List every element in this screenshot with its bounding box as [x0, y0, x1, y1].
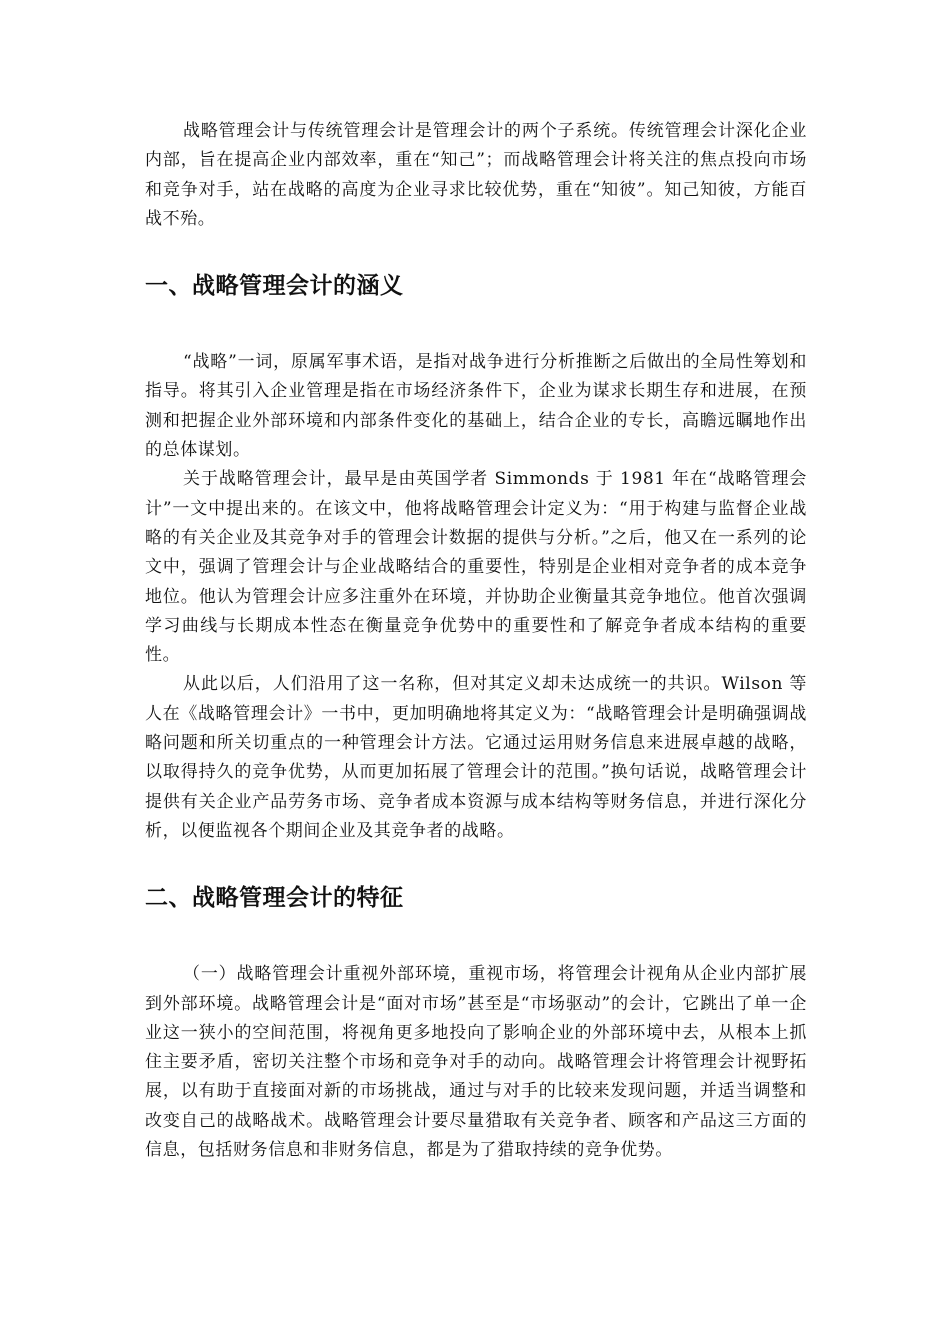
section-1-paragraph-1: “战略”一词，原属军事术语，是指对战争进行分析推断之后做出的全局性筹划和指导。将其引入企业管理是指在市场经济条件下，企业为谋求长期生存和进展，在预测和把握企业外部环境和内部条件变化的基础上，结合企业的专长，高瞻远瞩地作出的总体谋划。: [145, 352, 807, 461]
section-1-paragraph-2: 关于战略管理会计，最早是由英国学者 Simmonds 于 1981 年在“战略管理会计”一文中提出来的。在该文中，他将战略管理会计定义为：“用于构建与监督企业战略的有关企业及其竞争对手的管理会计数据的提供与分析。”之后，他又在一系列的论文中，强调了管理会计与企业战略结合的重要性，特别是企业相对竞争者的成本竞争地位。他认为管理会计应多注重外在环境，并协助企业衡量其竞争地位。他首次强调学习曲线与长期成本性态在衡量竞争优势中的重要性和了解竞争者成本结构的重要性。: [145, 469, 807, 666]
section-2-heading: 二、战略管理会计的特征: [145, 885, 404, 912]
section-1-paragraph-3: 从此以后，人们沿用了这一名称，但对其定义却未达成统一的共识。Wilson 等人在《战略管理会计》一书中，更加明确地将其定义为：“战略管理会计是明确强调战略问题和所关切重点的一种管理会计方法。它通过运用财务信息来进展卓越的战略，以取得持久的竞争优势，从而更加拓展了管理会计的范围。”换句话说，战略管理会计提供有关企业产品劳务市场、竞争者成本资源与成本结构等财务信息，并进行深化分析，以便监视各个期间企业及其竞争者的战略。: [145, 674, 807, 841]
document-page: [145, 117, 807, 1165]
section-2-paragraph-1: （一）战略管理会计重视外部环境，重视市场，将管理会计视角从企业内部扩展到外部环境。战略管理会计是“面对市场”甚至是“市场驱动”的会计，它跳出了单一企业这一狭小的空间范围，将视角更多地投向了影响企业的外部环境中去，从根本上抓住主要矛盾，密切关注整个市场和竞争对手的动向。战略管理会计将管理会计视野拓展，以有助于直接面对新的市场挑战，通过与对手的比较来发现问题，并适当调整和改变自己的战略战术。战略管理会计要尽量猎取有关竞争者、顾客和产品这三方面的信息，包括财务信息和非财务信息，都是为了猎取持续的竞争优势。: [145, 964, 807, 1161]
section-1-heading: 一、战略管理会计的涵义: [145, 273, 404, 300]
intro-paragraph: 战略管理会计与传统管理会计是管理会计的两个子系统。传统管理会计深化企业内部，旨在提高企业内部效率，重在“知己”；而战略管理会计将关注的焦点投向市场和竞争对手，站在战略的高度为企业寻求比较优势，重在“知彼”。知己知彼，方能百战不殆。: [145, 121, 807, 229]
